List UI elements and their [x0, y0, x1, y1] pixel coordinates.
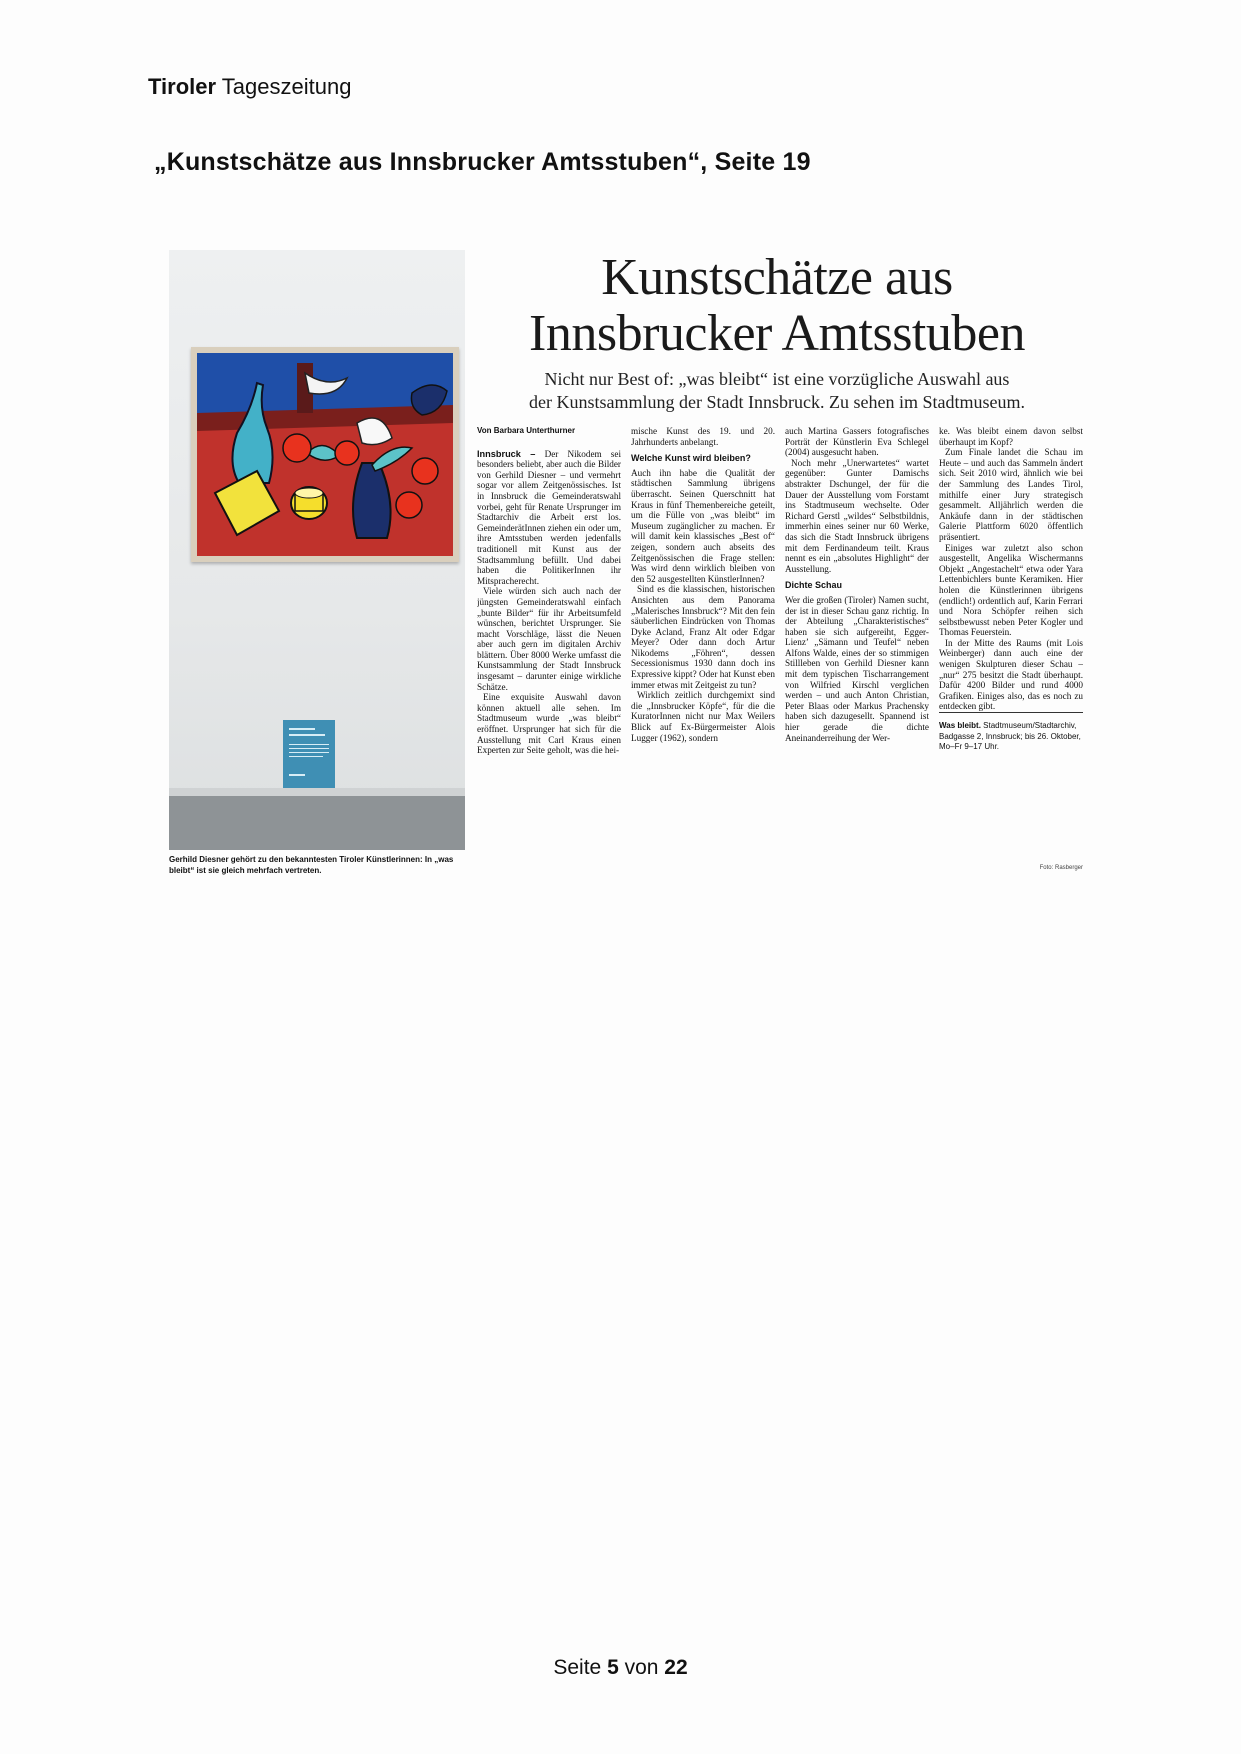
photo-credit: Foto: Rasberger: [1039, 865, 1083, 871]
headline-line-1: Kunstschätze aus: [601, 249, 953, 306]
shelf-top: [169, 788, 465, 796]
paragraph: auch Martina Gassers fotografisches Porträt der Künstlerin Eva Schlegel (2004) ausgesucht haben.: [785, 426, 929, 458]
painting-still-life: [197, 353, 453, 556]
exhibition-info-details: Stadtmuseum/Stadtarchiv, Badgasse 2, Innsbruck; bis 26. Oktober, Mo–Fr 9–17 Uhr.: [939, 721, 1081, 752]
paragraph: ke. Was bleibt einem davon selbst überhaupt im Kopf?: [939, 426, 1083, 447]
subhead-line-1: Nicht nur Best of: „was bleibt“ ist eine vorzügliche Auswahl aus: [544, 369, 1010, 389]
paragraph: Noch mehr „Unerwartetes“ wartet gegenüber: Gunter Damischs abstrakter Dschungel, der für die Dauer der Ausstellung vom Forstamt ins Stadtmuseum wechselte. Oder Richard Gerstl „wildes“ Selbstbildnis, immerhin eines seiner nur 60 Werke, das sich die Stadt Innsbruck übrigens mit dem Ferdinandeum teilt. Kraus nennt es ein „absolutes Highlight“ der Ausstellung.: [785, 457, 929, 574]
paragraph: Auch ihn habe die Qualität der städtischen Sammlung übrigens überrascht. Seinen Querschnitt hat Kraus in fünf Themenbereiche geteilt, um die Fülle von „was bleibt“ im Museum zugänglicher zu machen. Er will damit kein klassisches „Best of“ zeigen, sondern auch abseits des Zeitgenössischen die Frage stellen: Was wird denn wirklich bleiben von den 52 ausgestellten KünstlerInnen?: [631, 467, 775, 584]
subheading: Dichte Schau: [785, 580, 843, 591]
paragraph: mische Kunst des 19. und 20. Jahrhunderts anbelangt.: [631, 426, 775, 447]
paragraph: Zum Finale landet die Schau im Heute – und auch das Sammeln ändert sich. Seit 2010 wird, ähnlich wie bei der Sammlung des Landes Tirol, mithilfe einer Jury strategisch gesammelt. Alljährlich werden die Ankäufe dann in der städtischen Galerie Plattform 6020 öffentlich präsentiert.: [939, 447, 1083, 542]
wall-label-card: [283, 720, 335, 788]
publication-name-rest: Tageszeitung: [221, 74, 352, 99]
shelf-front: [169, 796, 465, 850]
current-page: 5: [607, 1656, 619, 1679]
article-headline: [471, 250, 1083, 362]
subhead-line-2: der Kunstsammlung der Stadt Innsbruck. Zu sehen im Stadtmuseum.: [529, 392, 1025, 412]
article-column-3: [785, 426, 929, 874]
page-number: Seite 5 von 22: [553, 1656, 688, 1679]
dateline: Innsbruck –: [477, 448, 536, 459]
paragraph: Wirklich zeitlich durchgemixt sind die „Innsbrucker Köpfe“, für die die KuratorInnen nicht nur Max Weilers Blick auf Ex-Bürgermeister Alois Lugger (1962), sondern: [631, 690, 775, 743]
paragraph: Sind es die klassischen, historischen Ansichten aus dem Panorama „Malerisches Innsbruck“? Mit den fein säuberlichen Eindrücken von Thomas Dyke Acland, Franz Alt oder Edgar Meyer? Oder dann doch Artur Nikodems „Föhren“, dessen Secessionismus 1930 dann doch ins Expressive kippt? Oder hat Kunst eben immer etwas mit Zeitgeist zu tun?: [631, 584, 775, 690]
exhibition-info-title: Was bleibt.: [939, 721, 981, 731]
total-pages: 22: [664, 1656, 688, 1679]
paragraph: Viele würden sich auch nach der jüngsten Gemeinderatswahl einfach „bunte Bilder“ für ihr Arbeitsumfeld wünschen, berichtet Ursprunger. Sie macht Vorschläge, lässt die Neuen aber auch gern im digitalen Archiv blättern. Über 8000 Werke umfasst die Kunstsammlung der Stadt Innsbruck insgesamt – darunter einige wirkliche Schätze.: [477, 586, 621, 692]
paragraph: Einiges war zuletzt also schon ausgestellt, Angelika Wischermanns Objekt „Angestachelt“ etwa oder Yara Lettenbichlers bunte Keramiken. Hier holen die Künstlerinnen übrigens (endlich!) ordentlich auf, Karin Ferrari und Nora Schöpfer reihen sich selbstbewusst neben Peter Kogler und Thomas Feuerstein.: [939, 542, 1083, 638]
paragraph: Wer die großen (Tiroler) Namen sucht, der ist in dieser Schau ganz richtig. In der Abteilung „Charakteristisches“ haben sie sich aufgereiht, Egger-Lienz’ „Sämann und Teufel“ neben Alfons Walde, eines der so stimmigen Stillleben von Gerhild Diesner kann mit dem typischen Tischarrangement von Wilfried Kirschl verglichen werden – und auch Anton Christian, Peter Blaas oder Markus Prachensky haben sich dazugesellt. Spannend ist hier gerade die dichte Aneinanderreihung der Wer-: [785, 594, 929, 743]
paragraph: In der Mitte des Raums (mit Lois Weinberger) dann auch eine der wenigen Skulpturen dieser Schau – „nur“ 275 besitzt die Stadt überhaupt. Dafür 4200 Bilder und rund 4000 Grafiken. Einiges also, das es noch zu entdecken gibt.: [939, 637, 1083, 712]
publication-name: [148, 74, 351, 100]
byline: Von Barbara Unterthurner: [477, 426, 576, 435]
article-column-2: [631, 426, 775, 874]
clipping-title: „Kunstschätze aus Innsbrucker Amtsstuben“, Seite 19: [154, 148, 811, 176]
paragraph: Innsbruck – Der Nikodem sei besonders beliebt, aber auch die Bilder von Gerhild Diesner – und vermehrt sogar vor allem Zeitgenössisches. Ist in Innsbruck die Gemeinderatswahl vorbei, geht für Renate Ursprunger im Stadtarchiv die Arbeit erst los. GemeinderätInnen ziehen ein oder um, ihre Amtsstuben werden jedenfalls traditionell mit Kunst aus der Stadtsammlung befüllt. Und dabei haben die PolitikerInnen ihr Mitspracherecht.: [477, 448, 621, 586]
article-column-1: [477, 426, 621, 874]
exhibition-info: [939, 712, 1083, 753]
newspaper-clipping: [169, 250, 1083, 880]
paragraph: Eine exquisite Auswahl davon können aktuell alle sehen. Im Stadtmuseum wurde „was bleibt“ eröffnet. Ursprunger hat sich für die Ausstellung mit Carl Kraus einen Experten zur Seite geholt, was die hei-: [477, 692, 621, 756]
headline-line-2: Innsbrucker Amtsstuben: [529, 305, 1025, 362]
article-body: [477, 426, 1083, 874]
article-photo: [169, 250, 465, 850]
subheading: Welche Kunst wird bleiben?: [631, 453, 751, 464]
article-column-4: [939, 426, 1083, 874]
photo-caption: Gerhild Diesner gehört zu den bekanntesten Tiroler Künstlerinnen: In „was bleibt“ ist sie gleich mehrfach vertreten.: [169, 855, 454, 875]
article-subheadline: [471, 368, 1083, 414]
publication-name-bold: Tiroler: [148, 74, 217, 99]
painting-frame: [191, 347, 459, 562]
